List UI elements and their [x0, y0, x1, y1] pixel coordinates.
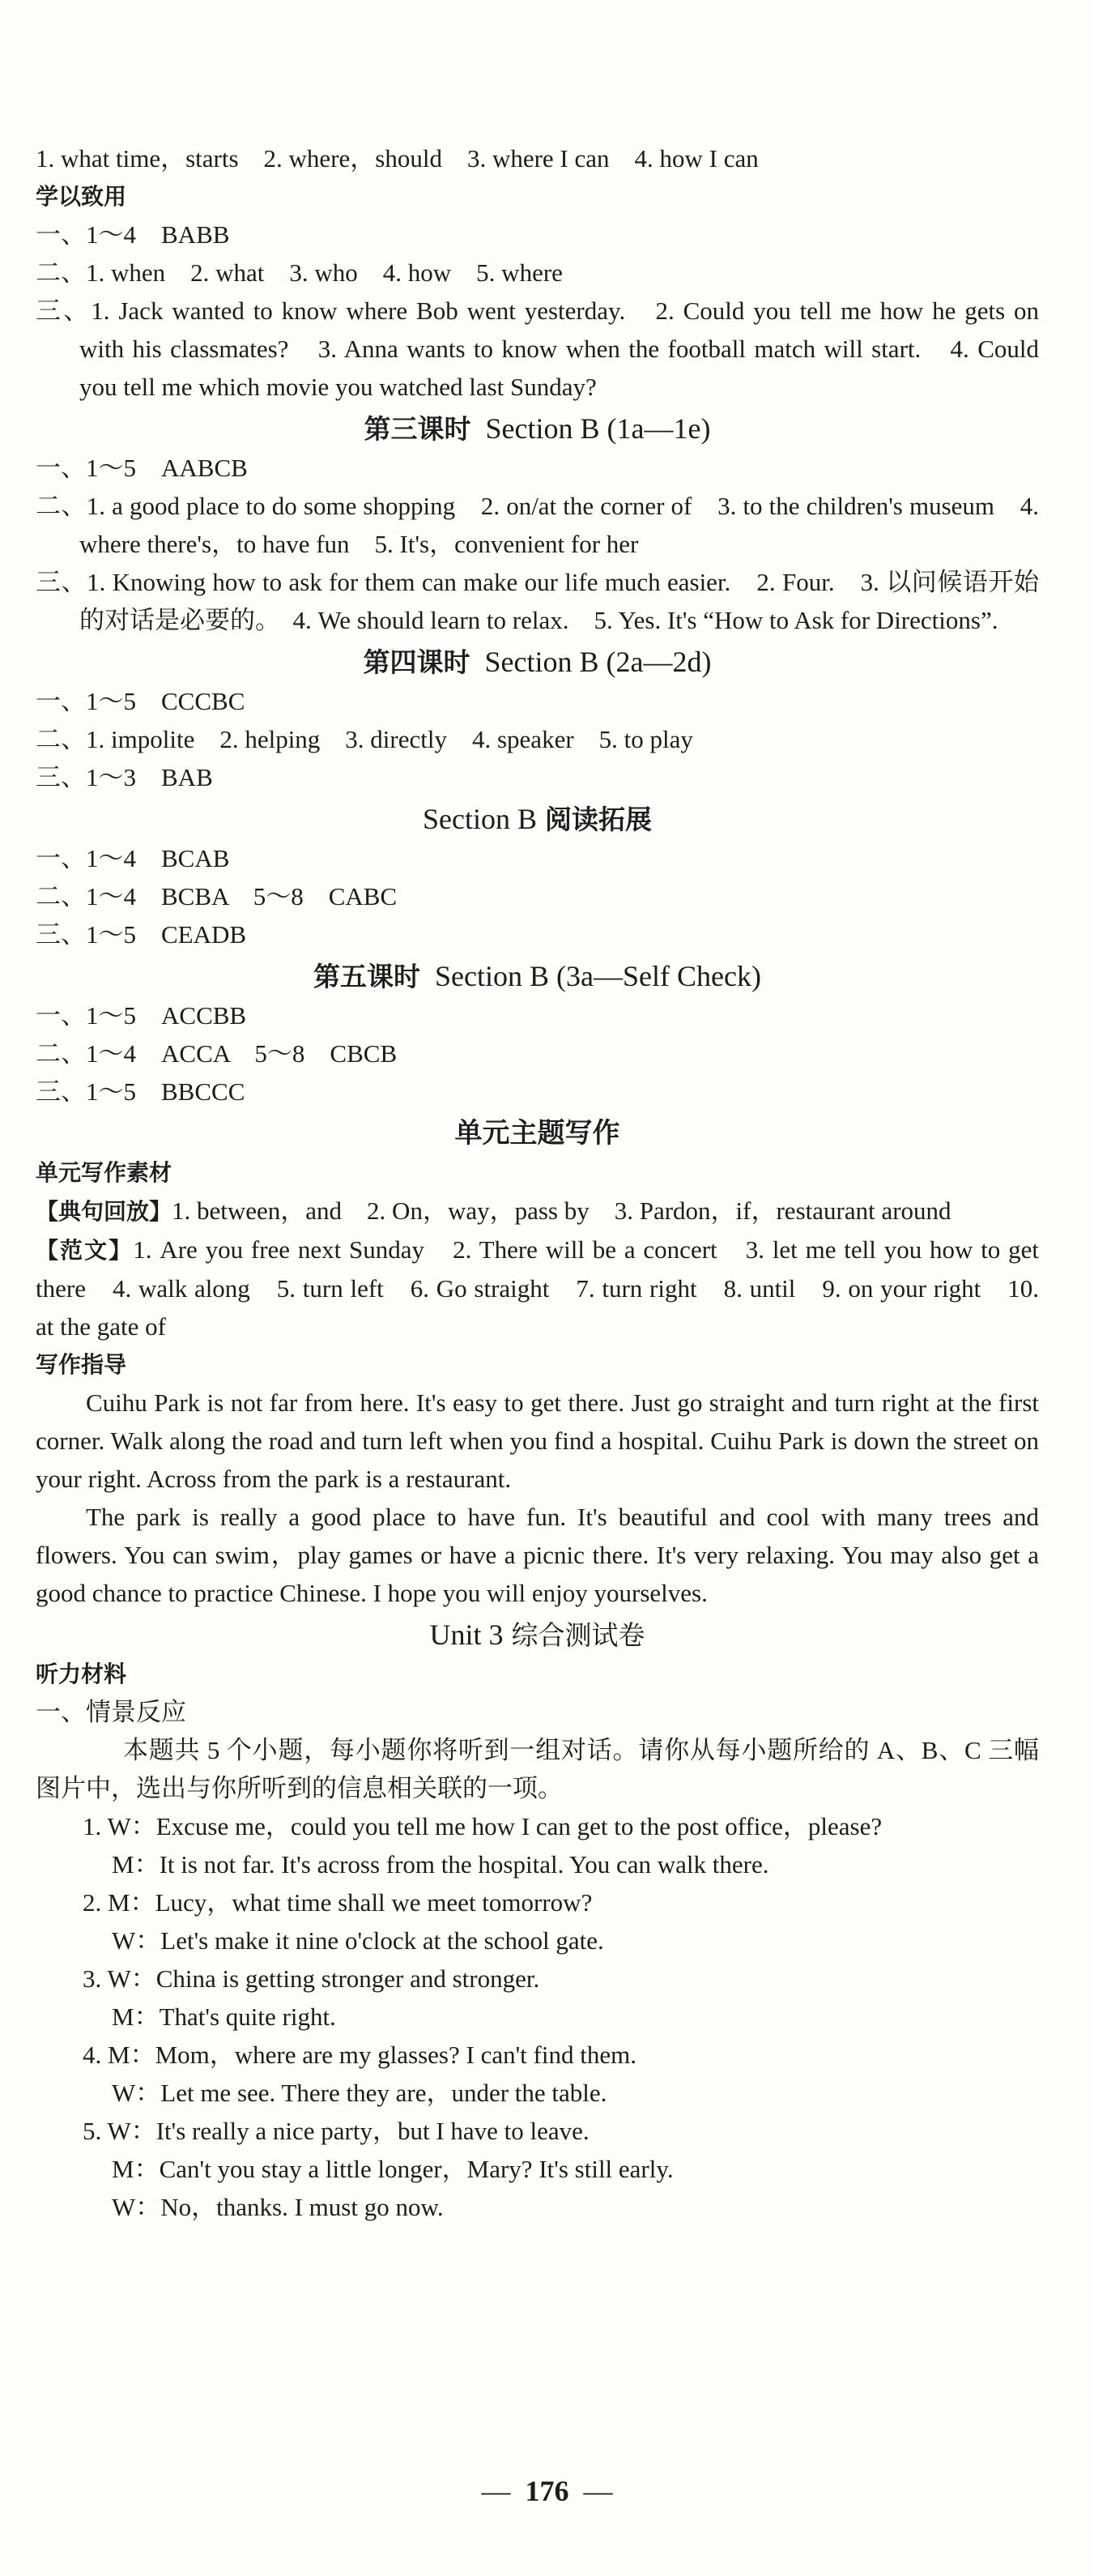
heading-en: Section B — [423, 803, 537, 835]
section-title: 一、情景反应 — [36, 1698, 186, 1726]
writing-heading: 单元主题写作 — [454, 1117, 620, 1149]
heading-cn: 第四课时 — [363, 646, 470, 678]
answer-line: 一、1～4 BABB — [36, 220, 230, 249]
answer-line: 一、1～5 AABCB — [36, 454, 248, 482]
sentences-text: 1. between，and 2. On，way，pass by 3. Pardon，if，restaurant around — [172, 1196, 951, 1225]
lesson-heading — [36, 406, 1039, 449]
answer-line: 一、1～5 CCCBC — [36, 687, 245, 715]
lesson-heading — [36, 639, 1039, 682]
test-heading — [36, 1612, 1039, 1655]
page-number-value: 176 — [525, 2475, 569, 2507]
answer-line: 三、1～5 BBCCC — [36, 1077, 245, 1106]
sentences-label: 【典句回放】 — [36, 1198, 172, 1225]
reading-heading — [36, 796, 1039, 839]
dialog-line: 5. W：It's really a nice party，but I have to leave. — [83, 2117, 590, 2145]
answer-line: 三、1～3 BAB — [36, 763, 213, 791]
section-label: 单元写作素材 — [36, 1159, 172, 1186]
section-label: 听力材料 — [36, 1661, 127, 1687]
heading-en: Unit 3 — [429, 1619, 504, 1651]
answer-line: 三、1～5 CEADB — [36, 920, 247, 949]
instructions-paragraph: 本题共 5 个小题，每小题你将听到一组对话。请你从每小题所给的 A、B、C 三幅图片中，选出与你所听到的信息相关联的一项。 — [36, 1736, 1039, 1802]
dialog-line: W：No，thanks. I must go now. — [112, 2193, 444, 2221]
dialog-line: W：Let's make it nine o'clock at the school gate. — [112, 1926, 604, 1955]
answer-paragraph: 三、1. Jack wanted to know where Bob went yesterday. 2. Could you tell me how he gets on with his classmates? 3. Anna wants to know when the football match will start. 4. Could you tell me which movie you watched last Sunday? — [36, 296, 1039, 401]
dialog-line: 1. W：Excuse me，could you tell me how I can get to the post office，please? — [83, 1812, 883, 1840]
answer-line: 1. what time，starts 2. where，should 3. where I can 4. how I can — [36, 144, 759, 173]
heading-cn: 综合测试卷 — [511, 1619, 645, 1651]
answer-line: 二、1. impolite 2. helping 3. directly 4. speaker 5. to play — [36, 725, 693, 753]
answer-line: 二、1. when 2. what 3. who 4. how 5. where — [36, 258, 563, 287]
heading-en: Section B (1a—1e) — [485, 412, 711, 445]
lesson-heading — [36, 953, 1039, 996]
dialog-line: 3. W：China is getting stronger and stronger. — [83, 1964, 540, 1993]
model-paragraph — [36, 1230, 1039, 1346]
dialog-line: 2. M：Lucy，what time shall we meet tomorrow? — [83, 1888, 593, 1917]
answer-line: 二、1～4 ACCA 5～8 CBCB — [36, 1039, 398, 1068]
essay-paragraph: Cuihu Park is not far from here. It's easy to get there. Just go straight and turn right at the first corner. Walk along the road and turn left when you find a hospital. Cuihu Park is down the street on your right. Across from the park is a restaurant. — [36, 1388, 1039, 1493]
model-label: 【范文】 — [36, 1237, 134, 1264]
answer-paragraph: 三、1. Knowing how to ask for them can make our life much easier. 2. Four. 3. 以问候语开始的对话是必要的。 4. We should learn to relax. 5. Yes. It's “How to Ask for Directions”. — [36, 568, 1039, 634]
section-label: 写作指导 — [36, 1351, 127, 1378]
answer-line: 二、1～4 BCBA 5～8 CABC — [36, 882, 398, 911]
section-label: 学以致用 — [36, 183, 127, 210]
heading-cn: 阅读拓展 — [545, 804, 652, 835]
answer-paragraph: 二、1. a good place to do some shopping 2. on/at the corner of 3. to the children's museum 4. where there's，to have fun 5. It's，convenient for her — [36, 492, 1039, 558]
dialog-line: M：It is not far. It's across from the hospital. You can walk there. — [112, 1850, 769, 1879]
page-number — [0, 2471, 1094, 2511]
dialog-line: M：That's quite right. — [112, 2002, 336, 2031]
answer-line: 一、1～5 ACCBB — [36, 1001, 247, 1030]
dialog-line: M：Can't you stay a little longer，Mary? It's still early. — [112, 2155, 674, 2183]
heading-en: Section B (2a—2d) — [484, 646, 712, 678]
dialog-list — [36, 1807, 1039, 2226]
dialog-line: 4. M：Mom，where are my glasses? I can't find them. — [83, 2041, 636, 2069]
answer-line: 一、1～4 BCAB — [36, 844, 230, 872]
essay-paragraph: The park is really a good place to have fun. It's beautiful and cool with many trees and flowers. You can swim，play games or have a picnic there. It's very relaxing. You may also get a good chance to practice Chinese. I hope you will enjoy yourselves. — [36, 1503, 1039, 1607]
sentences-paragraph — [36, 1192, 1039, 1230]
page-dash-right: — — [583, 2475, 613, 2507]
model-text: 1. Are you free next Sunday 2. There will be a concert 3. let me tell you how to get there 4. walk along 5. turn left 6. Go straight 7. turn right 8. until 9. on your right 10. at the gate of — [36, 1235, 1039, 1341]
dialog-line: W：Let me see. There they are，under the table. — [112, 2079, 607, 2107]
heading-cn: 第五课时 — [313, 961, 421, 992]
heading-en: Section B (3a—Self Check) — [435, 960, 761, 992]
heading-cn: 第三课时 — [364, 413, 471, 445]
page-dash-left: — — [481, 2475, 511, 2507]
